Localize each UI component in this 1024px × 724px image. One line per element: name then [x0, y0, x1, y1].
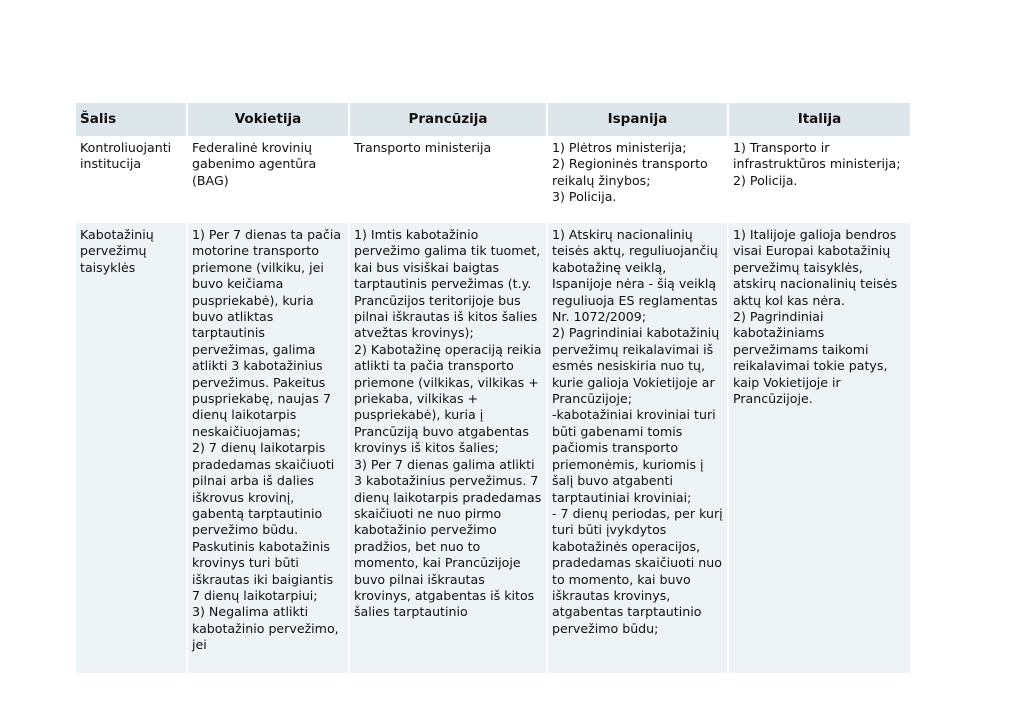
rules-italy: 1) Italijoje galioja bendros visai Europai kabotažinių pervežimų taisyklės, atskirų nacionalinių teisės aktų kol kas nėra. 2) Pagrindiniai kabotažiniams pervežimams taikomi reikalavimai tokie patys, kaip Vokietijoje ir Prancūzijoje.	[728, 222, 911, 674]
row-label-institution: Kontroliuojanti institucija	[76, 136, 187, 222]
institution-france: Transporto ministerija	[349, 136, 547, 222]
comparison-table-container	[76, 103, 911, 673]
header-germany: Vokietija	[187, 103, 349, 136]
institution-italy: 1) Transporto ir infrastruktūros ministerija; 2) Policija.	[728, 136, 911, 222]
header-row	[76, 103, 911, 136]
rules-france: 1) Imtis kabotažinio pervežimo galima tik tuomet, kai bus visiškai baigtas tarptautinis pervežimas (t.y. Prancūzijos teritorijoje bus pilnai iškrautas iš kitos šalies atvežtas krovinys); 2) Kabotažinę operaciją reikia atlikti ta pačia transporto priemone (vilkikas, vilkikas + priekaba, vilkikas + puspriekabė), kuria į Prancūziją buvo atgabentas krovinys iš kitos šalies; 3) Per 7 dienas galima atlikti 3 kabotažinius pervežimus. 7 dienų laikotarpis pradedamas skaičiuoti ne nuo pirmo kabotažinio pervežimo pradžios, bet nuo to momento, kai Prancūzijoje buvo pilnai iškrautas krovinys, atgabentas iš kitos šalies tarptautinio	[349, 222, 547, 674]
header-country: Šalis	[76, 103, 187, 136]
header-france: Prancūzija	[349, 103, 547, 136]
table-row-institution	[76, 136, 911, 222]
institution-spain: 1) Plėtros ministerija; 2) Regioninės transporto reikalų žinybos; 3) Policija.	[547, 136, 728, 222]
table-header	[76, 103, 911, 136]
table-row-cabotage-rules	[76, 222, 911, 674]
header-spain: Ispanija	[547, 103, 728, 136]
comparison-table	[76, 103, 911, 673]
institution-germany: Federalinė krovinių gabenimo agentūra (BAG)	[187, 136, 349, 222]
header-italy: Italija	[728, 103, 911, 136]
table-body	[76, 136, 911, 673]
rules-spain: 1) Atskirų nacionalinių teisės aktų, reguliuojančių kabotažinę veiklą, Ispanijoje nėra - šią veiklą reguliuoja ES reglamentas Nr. 1072/2009; 2) Pagrindiniai kabotažinių pervežimų reikalavimai iš esmės nesiskiria nuo tų, kurie galioja Vokietijoje ar Prancūzijoje; -kabotažiniai kroviniai turi būti gabenami tomis pačiomis transporto priemonėmis, kuriomis į šalį buvo atgabenti tarptautiniai kroviniai; - 7 dienų periodas, per kurį turi būti įvykdytos kabotažinės operacijos, pradedamas skaičiuoti nuo to momento, kai buvo iškrautas krovinys, atgabentas tarptautinio pervežimo būdu;	[547, 222, 728, 674]
row-label-rules: Kabotažinių pervežimų taisyklės	[76, 222, 187, 674]
rules-germany: 1) Per 7 dienas ta pačia motorine transporto priemone (vilkiku, jei buvo keičiama puspriekabė), kuria buvo atliktas tarptautinis pervežimas, galima atlikti 3 kabotažinius pervežimus. Pakeitus puspriekabę, naujas 7 dienų laikotarpis neskaičiuojamas; 2) 7 dienų laikotarpis pradedamas skaičiuoti pilnai arba iš dalies iškrovus krovinį, gabentą tarptautinio pervežimo būdu. Paskutinis kabotažinis krovinys turi būti iškrautas iki baigiantis 7 dienų laikotarpiui; 3) Negalima atlikti kabotažinio pervežimo, jei	[187, 222, 349, 674]
